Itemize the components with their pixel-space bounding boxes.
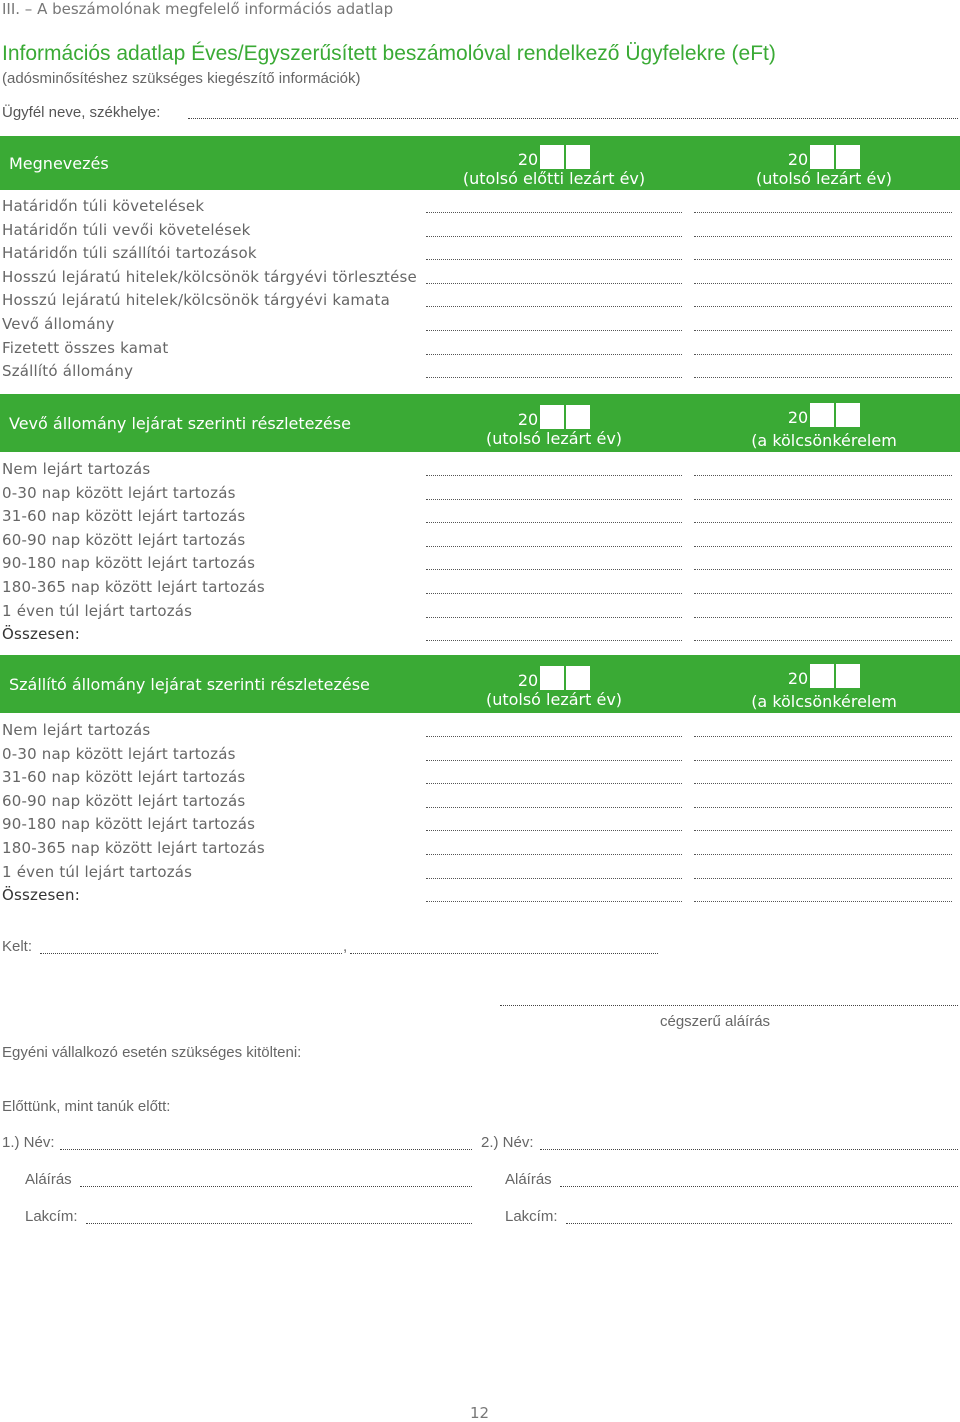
year-digit-box[interactable] <box>810 145 834 169</box>
value-field-col1[interactable] <box>426 212 682 213</box>
value-field-col1[interactable] <box>426 569 682 570</box>
individual-note: Egyéni vállalkozó esetén szükséges kitölteni: <box>2 1044 302 1061</box>
witness2-name-label: 2.) Név: <box>481 1134 534 1151</box>
witness1-address-field[interactable] <box>86 1223 472 1224</box>
value-field-col2[interactable] <box>694 593 952 594</box>
value-field-col2[interactable] <box>694 306 952 307</box>
value-field-col2[interactable] <box>694 475 952 476</box>
page-subtitle: (adósminősítéshez szükséges kiegészítő információk) <box>2 70 361 87</box>
table2-col2-header <box>694 403 954 469</box>
kelt-date-field[interactable] <box>350 953 658 954</box>
witness2-address-label: Lakcím: <box>505 1208 558 1225</box>
row-label: Határidőn túli követelések <box>2 197 205 215</box>
year-digit-box[interactable] <box>566 405 590 429</box>
value-field-col2[interactable] <box>694 807 952 808</box>
value-field-col1[interactable] <box>426 354 682 355</box>
row-label: 90-180 nap között lejárt tartozás <box>2 815 256 834</box>
year-digit-box[interactable] <box>836 664 860 688</box>
value-field-col2[interactable] <box>694 736 952 737</box>
row-label: 60-90 nap között lejárt tartozás <box>2 530 246 549</box>
value-field-col2[interactable] <box>694 522 952 523</box>
row-label: 0-30 nap között lejárt tartozás <box>2 744 236 763</box>
witness2-signature-label: Aláírás <box>505 1171 552 1188</box>
signature-caption: cégszerű aláírás <box>660 1013 771 1030</box>
row-label: 180-365 nap között lejárt tartozás <box>2 839 265 857</box>
year-digit-box[interactable] <box>540 405 564 429</box>
year-digit-box[interactable] <box>810 664 834 688</box>
witness1-address-label: Lakcím: <box>25 1208 78 1225</box>
kelt-place-field[interactable] <box>40 953 342 954</box>
year-digit-box[interactable] <box>836 145 860 169</box>
value-field-col1[interactable] <box>426 306 682 307</box>
row-label: Hosszú lejáratú hitelek/kölcsönök tárgyévi kamata <box>2 291 391 310</box>
column-caption: (a kölcsönkérelem benyújtásakor) <box>751 431 897 469</box>
year-digit-box[interactable] <box>836 403 860 427</box>
witness1-name-field[interactable] <box>60 1149 472 1150</box>
value-field-col1[interactable] <box>426 593 682 594</box>
witness1-signature-field[interactable] <box>80 1186 472 1187</box>
row-label: Szállító állomány <box>2 362 134 381</box>
value-field-col2[interactable] <box>694 330 952 331</box>
year-prefix: 20 <box>517 150 539 169</box>
column-caption: (utolsó lezárt év) <box>485 429 623 448</box>
year-digit-box[interactable] <box>540 666 564 690</box>
row-label: Vevő állomány <box>2 315 115 333</box>
table1-col2-header <box>724 145 924 188</box>
value-field-col1[interactable] <box>426 901 682 902</box>
value-field-col2[interactable] <box>694 878 952 879</box>
table3-col2-header <box>694 664 954 730</box>
value-field-col2[interactable] <box>694 546 952 547</box>
value-field-col1[interactable] <box>426 475 682 476</box>
year-digit-box[interactable] <box>810 403 834 427</box>
table2-col1-header <box>454 405 654 448</box>
year-digit-box[interactable] <box>566 145 590 169</box>
value-field-col2[interactable] <box>694 617 952 618</box>
witness1-signature-label: Aláírás <box>25 1171 72 1188</box>
page-title: Információs adatlap Éves/Egyszerűsített beszámolóval rendelkező Ügyfelekre (eFt) <box>2 42 776 65</box>
value-field-col1[interactable] <box>426 283 682 284</box>
value-field-col1[interactable] <box>426 640 682 641</box>
column-caption: (utolsó lezárt év) <box>755 169 893 188</box>
row-label: 31-60 nap között lejárt tartozás <box>2 507 246 526</box>
value-field-col1[interactable] <box>426 736 682 737</box>
value-field-col2[interactable] <box>694 283 952 284</box>
value-field-col1[interactable] <box>426 807 682 808</box>
value-field-col2[interactable] <box>694 354 952 355</box>
value-field-col2[interactable] <box>694 640 952 641</box>
year-digit-box[interactable] <box>540 145 564 169</box>
company-signature-field[interactable] <box>500 1005 958 1006</box>
value-field-col1[interactable] <box>426 878 682 879</box>
witness-intro: Előttünk, mint tanúk előtt: <box>2 1098 171 1115</box>
witness2-signature-field[interactable] <box>560 1186 958 1187</box>
witness2-name-field[interactable] <box>540 1149 958 1150</box>
witness1-name-label: 1.) Név: <box>2 1134 55 1151</box>
row-label: Határidőn túli vevői követelések <box>2 220 251 239</box>
witness2-address-field[interactable] <box>566 1223 952 1224</box>
page-number: 12 <box>470 1404 490 1422</box>
value-field-col1[interactable] <box>426 760 682 761</box>
kelt-separator: , <box>343 938 348 955</box>
value-field-col1[interactable] <box>426 330 682 331</box>
row-label: Nem lejárt tartozás <box>2 460 151 478</box>
row-label: 1 éven túl lejárt tartozás <box>2 862 193 881</box>
year-prefix: 20 <box>787 408 809 427</box>
value-field-col2[interactable] <box>694 259 952 260</box>
row-label: Határidőn túli szállítói tartozások <box>2 244 257 263</box>
value-field-col1[interactable] <box>426 377 682 378</box>
value-field-col1[interactable] <box>426 499 682 500</box>
value-field-col1[interactable] <box>426 617 682 618</box>
year-prefix: 20 <box>517 410 539 429</box>
table1-header <box>0 136 960 190</box>
year-digit-box[interactable] <box>566 666 590 690</box>
table2-title: Vevő állomány lejárat szerinti részletezése <box>9 414 351 433</box>
value-field-col2[interactable] <box>694 377 952 378</box>
value-field-col1[interactable] <box>426 546 682 547</box>
row-label: 60-90 nap között lejárt tartozás <box>2 791 246 810</box>
year-prefix: 20 <box>787 669 809 688</box>
value-field-col1[interactable] <box>426 783 682 784</box>
row-label: 0-30 nap között lejárt tartozás <box>2 483 236 502</box>
table3-col1-header <box>454 666 654 709</box>
row-label: Fizetett összes kamat <box>2 338 169 357</box>
value-field-col1[interactable] <box>426 236 682 237</box>
year-prefix: 20 <box>517 671 539 690</box>
value-field-col2[interactable] <box>694 236 952 237</box>
value-field-col1[interactable] <box>426 522 682 523</box>
table1-col1-header <box>454 145 654 188</box>
client-name-field[interactable] <box>188 118 958 119</box>
total-label: Összesen: <box>2 886 80 905</box>
value-field-col2[interactable] <box>694 760 952 761</box>
value-field-col2[interactable] <box>694 854 952 855</box>
table3-title: Szállító állomány lejárat szerinti részletezése <box>9 675 370 694</box>
kelt-label: Kelt: <box>2 938 33 955</box>
row-label: 31-60 nap között lejárt tartozás <box>2 768 246 787</box>
column-caption: (a kölcsönkérelem benyújtásakor) <box>751 692 897 730</box>
value-field-col2[interactable] <box>694 212 952 213</box>
total-label: Összesen: <box>2 625 80 644</box>
value-field-col2[interactable] <box>694 901 952 902</box>
value-field-col1[interactable] <box>426 259 682 260</box>
client-label: Ügyfél neve, székhelye: <box>2 104 161 121</box>
row-label: Nem lejárt tartozás <box>2 721 151 739</box>
value-field-col2[interactable] <box>694 499 952 500</box>
year-prefix: 20 <box>787 150 809 169</box>
section-label: III. – A beszámolónak megfelelő információs adatlap <box>2 0 394 18</box>
value-field-col1[interactable] <box>426 854 682 855</box>
row-label: 90-180 nap között lejárt tartozás <box>2 554 256 573</box>
row-label: 1 éven túl lejárt tartozás <box>2 601 193 620</box>
column-caption: (utolsó lezárt év) <box>485 690 623 709</box>
column-caption: (utolsó előtti lezárt év) <box>462 169 646 188</box>
value-field-col2[interactable] <box>694 830 952 831</box>
value-field-col2[interactable] <box>694 569 952 570</box>
table1-title: Megnevezés <box>9 154 109 173</box>
row-label: Hosszú lejáratú hitelek/kölcsönök tárgyévi törlesztése <box>2 267 417 286</box>
value-field-col1[interactable] <box>426 830 682 831</box>
value-field-col2[interactable] <box>694 783 952 784</box>
row-label: 180-365 nap között lejárt tartozás <box>2 578 265 596</box>
